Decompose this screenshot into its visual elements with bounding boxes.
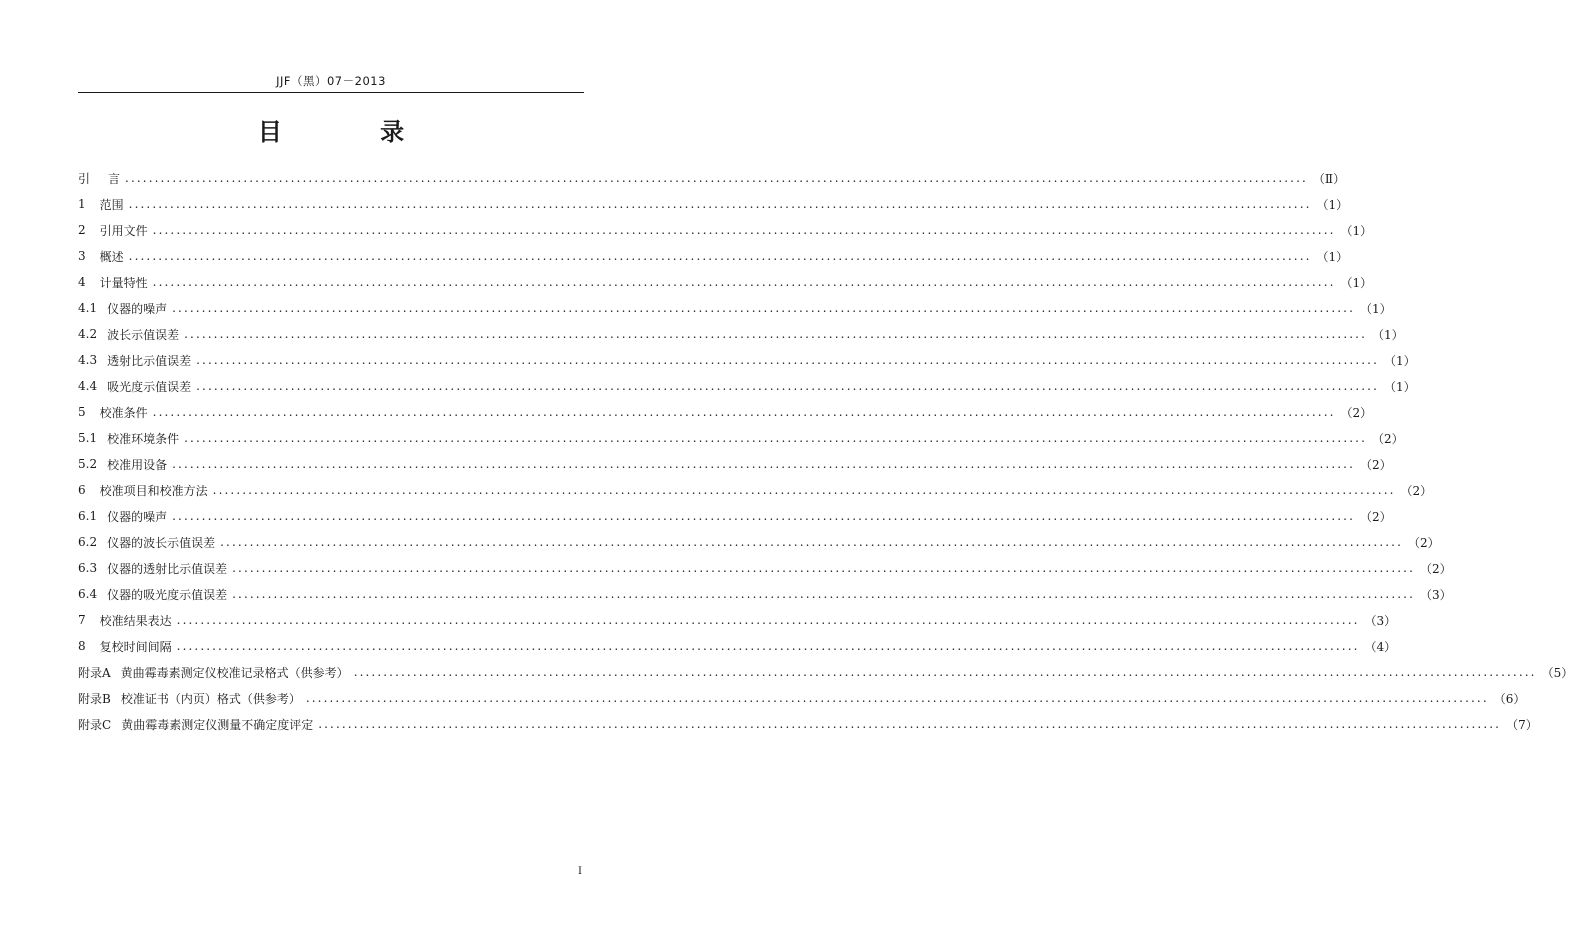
header-rule bbox=[78, 92, 584, 93]
toc-entry-title: 校准条件 bbox=[99, 405, 148, 420]
toc-entry-page: （1） bbox=[1360, 301, 1392, 316]
toc-leader-dots: ........................................................................................................................................................................................................ bbox=[196, 379, 1379, 393]
toc-entry-title: 校准结果表达 bbox=[99, 613, 172, 628]
toc-leader-dots: ........................................................................................................................................................................................................ bbox=[152, 405, 1336, 419]
toc-entry-number: 3 bbox=[78, 249, 86, 263]
toc-leader-dots: ........................................................................................................................................................................................................ bbox=[318, 717, 1502, 731]
toc-entry-page: （2） bbox=[1408, 535, 1440, 550]
toc-leader-dots: ........................................................................................................................................................................................................ bbox=[353, 665, 1537, 679]
toc-leader-dots: ........................................................................................................................................................................................................ bbox=[125, 171, 1308, 185]
toc-entry-title: 言 bbox=[108, 171, 121, 186]
toc-entry-title: 仪器的噪声 bbox=[107, 301, 168, 316]
toc-entry-page: （7） bbox=[1506, 717, 1538, 732]
toc-entry-title: 范围 bbox=[99, 197, 124, 212]
toc-leader-dots: ........................................................................................................................................................................................................ bbox=[128, 249, 1312, 263]
toc-leader-dots: ........................................................................................................................................................................................................ bbox=[232, 561, 1415, 575]
toc-entry-number: 2 bbox=[78, 223, 86, 237]
toc-entry-number: 4.2 bbox=[78, 327, 98, 341]
toc-entry-page: （1） bbox=[1316, 197, 1349, 212]
toc-entry[interactable] bbox=[78, 347, 1416, 373]
toc-entry-title: 仪器的噪声 bbox=[107, 509, 168, 524]
toc-entry-title: 黄曲霉毒素测定仪测量不确定度评定 bbox=[121, 717, 314, 732]
toc-entry-title: 透射比示值误差 bbox=[107, 353, 192, 368]
toc-leader-dots: ........................................................................................................................................................................................................ bbox=[152, 275, 1336, 289]
toc-entry-number: 4.1 bbox=[78, 301, 98, 315]
toc-entry-page: （2） bbox=[1360, 457, 1392, 472]
toc-entry-number: 引 bbox=[78, 171, 91, 186]
toc-leader-dots: ........................................................................................................................................................................................................ bbox=[232, 587, 1415, 601]
toc-entry-title: 仪器的波长示值误差 bbox=[107, 535, 216, 550]
toc-entry-page: （3） bbox=[1364, 613, 1397, 628]
toc-entry[interactable] bbox=[78, 191, 1349, 217]
toc-entry-title: 仪器的透射比示值误差 bbox=[107, 561, 228, 576]
toc-entry-page: （1） bbox=[1384, 353, 1416, 368]
toc-entry-title: 吸光度示值误差 bbox=[107, 379, 192, 394]
toc-entry-title: 波长示值误差 bbox=[107, 327, 180, 342]
toc-entry[interactable] bbox=[78, 425, 1404, 451]
toc-entry-number: 附录B bbox=[78, 691, 111, 706]
toc-entry-title: 计量特性 bbox=[99, 275, 148, 290]
toc-entry[interactable] bbox=[78, 321, 1404, 347]
toc-entry[interactable] bbox=[78, 503, 1392, 529]
toc-entry-page: （1） bbox=[1340, 223, 1373, 238]
toc-entry-number: 附录C bbox=[78, 717, 112, 732]
toc-entry-number: 1 bbox=[78, 197, 86, 211]
toc-leader-dots: ........................................................................................................................................................................................................ bbox=[220, 535, 1403, 549]
toc-entry[interactable] bbox=[78, 685, 1526, 711]
toc-entry-page: （2） bbox=[1340, 405, 1373, 420]
page-title: 目 录 bbox=[257, 118, 450, 146]
toc-leader-dots: ........................................................................................................................................................................................................ bbox=[176, 639, 1360, 653]
toc-entry-page: （1） bbox=[1340, 275, 1373, 290]
toc-entry[interactable] bbox=[78, 165, 1346, 191]
toc-entry-number: 6.3 bbox=[78, 561, 98, 575]
toc-entry-number: 附录A bbox=[78, 665, 111, 680]
toc-entry[interactable] bbox=[78, 451, 1392, 477]
toc-entry-number: 6.1 bbox=[78, 509, 98, 523]
toc-entry[interactable] bbox=[78, 607, 1397, 633]
toc-entry-page: （2） bbox=[1400, 483, 1433, 498]
toc-entry[interactable] bbox=[78, 373, 1416, 399]
toc-leader-dots: ........................................................................................................................................................................................................ bbox=[176, 613, 1360, 627]
toc-entry[interactable] bbox=[78, 243, 1349, 269]
toc-entry-number: 6.2 bbox=[78, 535, 98, 549]
toc-entry-number: 8 bbox=[78, 639, 86, 653]
page-number: I bbox=[578, 866, 582, 877]
toc-entry-number: 5.2 bbox=[78, 457, 98, 471]
toc-entry-title: 黄曲霉毒素测定仪校准记录格式（供参考） bbox=[120, 665, 349, 680]
toc-entry-page: （Ⅱ） bbox=[1312, 171, 1346, 186]
page-header: JJF（黑）07－2013 bbox=[276, 74, 386, 88]
toc-entry[interactable] bbox=[78, 217, 1373, 243]
toc-entry[interactable] bbox=[78, 269, 1373, 295]
toc-entry-title: 校准用设备 bbox=[107, 457, 168, 472]
toc-entry-title: 复校时间间隔 bbox=[99, 639, 172, 654]
toc-entry-page: （2） bbox=[1420, 561, 1452, 576]
table-of-contents bbox=[78, 165, 1573, 737]
toc-entry-number: 6.4 bbox=[78, 587, 98, 601]
toc-entry[interactable] bbox=[78, 711, 1538, 737]
toc-entry-title: 仪器的吸光度示值误差 bbox=[107, 587, 228, 602]
toc-entry-title: 校准环境条件 bbox=[107, 431, 180, 446]
toc-entry-number: 5.1 bbox=[78, 431, 98, 445]
toc-entry[interactable] bbox=[78, 477, 1433, 503]
toc-entry[interactable] bbox=[78, 399, 1373, 425]
toc-entry[interactable] bbox=[78, 659, 1573, 685]
toc-leader-dots: ........................................................................................................................................................................................................ bbox=[196, 353, 1379, 367]
toc-entry[interactable] bbox=[78, 529, 1440, 555]
toc-leader-dots: ........................................................................................................................................................................................................ bbox=[172, 509, 1355, 523]
toc-leader-dots: ........................................................................................................................................................................................................ bbox=[128, 197, 1312, 211]
toc-leader-dots: ........................................................................................................................................................................................................ bbox=[212, 483, 1396, 497]
toc-entry[interactable] bbox=[78, 295, 1392, 321]
toc-leader-dots: ........................................................................................................................................................................................................ bbox=[172, 457, 1355, 471]
toc-entry[interactable] bbox=[78, 633, 1397, 659]
toc-entry-page: （2） bbox=[1372, 431, 1404, 446]
toc-entry-title: 概述 bbox=[99, 249, 124, 264]
toc-entry-page: （5） bbox=[1541, 665, 1573, 680]
toc-entry-number: 4.4 bbox=[78, 379, 98, 393]
toc-leader-dots: ........................................................................................................................................................................................................ bbox=[305, 691, 1489, 705]
toc-entry-number: 4.3 bbox=[78, 353, 98, 367]
toc-entry-page: （1） bbox=[1316, 249, 1349, 264]
toc-entry-number: 5 bbox=[78, 405, 86, 419]
toc-entry-page: （3） bbox=[1420, 587, 1452, 602]
toc-entry-number: 6 bbox=[78, 483, 86, 497]
toc-entry-title: 校准项目和校准方法 bbox=[99, 483, 208, 498]
toc-entry-title: 校准证书（内页）格式（供参考） bbox=[120, 691, 301, 706]
toc-entry[interactable] bbox=[78, 555, 1452, 581]
toc-leader-dots: ........................................................................................................................................................................................................ bbox=[172, 301, 1355, 315]
toc-leader-dots: ........................................................................................................................................................................................................ bbox=[184, 431, 1367, 445]
toc-entry[interactable] bbox=[78, 581, 1452, 607]
toc-entry-page: （2） bbox=[1360, 509, 1392, 524]
toc-leader-dots: ........................................................................................................................................................................................................ bbox=[152, 223, 1336, 237]
toc-entry-title: 引用文件 bbox=[99, 223, 148, 238]
toc-leader-dots: ........................................................................................................................................................................................................ bbox=[184, 327, 1367, 341]
toc-entry-page: （1） bbox=[1384, 379, 1416, 394]
toc-entry-page: （1） bbox=[1372, 327, 1404, 342]
toc-entry-page: （4） bbox=[1364, 639, 1397, 654]
toc-entry-number: 4 bbox=[78, 275, 86, 289]
toc-entry-number: 7 bbox=[78, 613, 86, 627]
toc-entry-page: （6） bbox=[1493, 691, 1526, 706]
